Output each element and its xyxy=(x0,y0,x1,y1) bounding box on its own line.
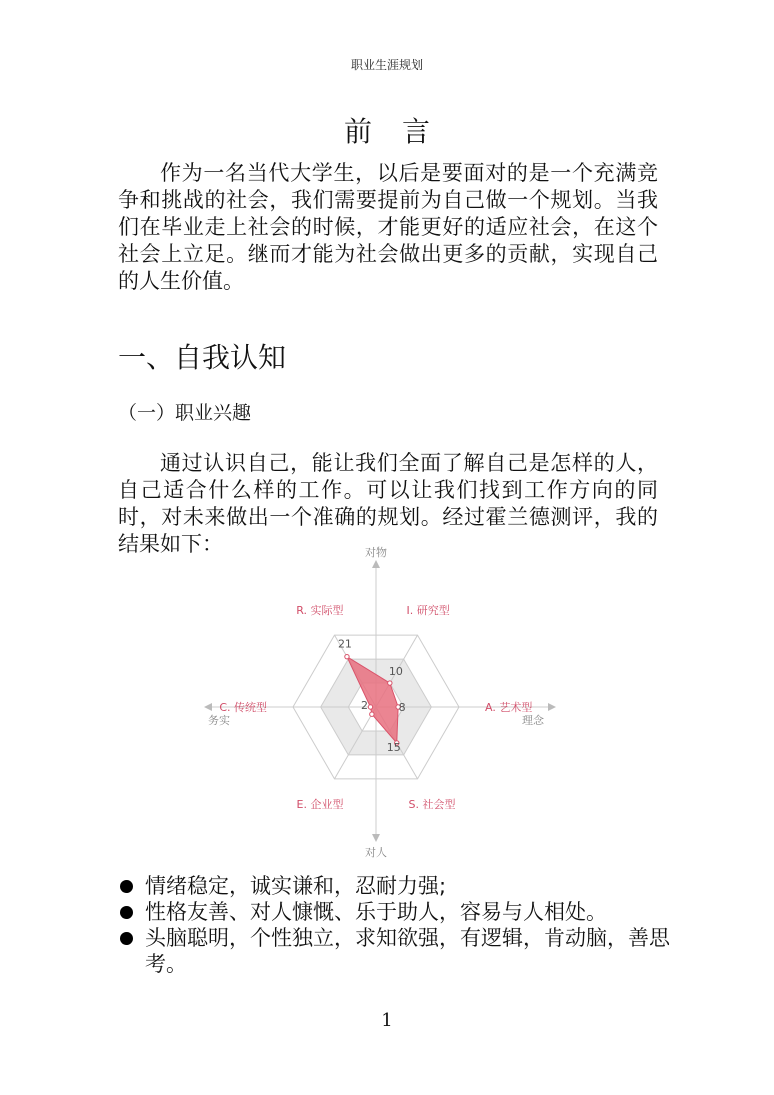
list-item-text: 情绪稳定，诚实谦和，忍耐力强; xyxy=(145,874,447,898)
radar-value-label: 15 xyxy=(386,740,401,754)
radar-category-label: E. 企业型 xyxy=(296,797,344,811)
axis-arrow-left xyxy=(204,703,212,711)
radar-category-label: A. 艺术型 xyxy=(485,701,533,714)
axis-arrow-up xyxy=(372,560,380,568)
list-item-text: 头脑聪明，个性独立，求知欲强，有逻辑，肯动脑，善思考。 xyxy=(145,926,670,976)
section-paragraph: 通过认识自己，能让我们全面了解自己是怎样的人，自己适合什么样的工作。可以让我们找到工作方向的同时，对未来做出一个准确的规划。经过霍兰德测评，我的结果如下： xyxy=(118,451,658,556)
holland-radar-chart xyxy=(204,540,564,860)
axis-arrow-down xyxy=(372,834,380,842)
page-number: 1 xyxy=(381,1010,393,1031)
radar-category-label: I. 研究型 xyxy=(406,604,450,618)
trait-list xyxy=(118,873,678,977)
page-header: 职业生涯规划 xyxy=(350,58,423,72)
list-item-text: 性格友善、对人慷慨、乐于助人，容易与人相处。 xyxy=(145,900,607,924)
list-item xyxy=(118,899,678,925)
radar-point xyxy=(388,681,392,685)
radar-category-label: C. 传统型 xyxy=(219,701,267,714)
radar-value-label: 2 xyxy=(360,699,368,712)
radar-category-label: R. 实际型 xyxy=(296,604,344,618)
list-item xyxy=(118,873,678,899)
radar-value-label: 10 xyxy=(388,665,403,679)
radar-point xyxy=(368,705,372,709)
axis-label-left: 务实 xyxy=(208,714,230,727)
page-title: 前言 xyxy=(343,115,460,148)
axis-label-bottom: 对人 xyxy=(365,846,387,859)
radar-category-label: S. 社会型 xyxy=(408,797,456,811)
bullet-icon xyxy=(120,906,133,919)
list-item xyxy=(118,925,678,977)
axis-label-right: 理念 xyxy=(522,714,544,727)
bullet-icon xyxy=(120,880,133,893)
radar-value-label: 8 xyxy=(398,701,406,714)
axis-arrow-right xyxy=(548,703,556,711)
bullet-icon xyxy=(120,932,133,945)
subsection-heading: （一）职业兴趣 xyxy=(118,402,252,424)
section-heading: 一、自我认知 xyxy=(118,341,287,374)
radar-point xyxy=(345,654,349,658)
radar-value-label: 21 xyxy=(337,637,352,651)
radar-point xyxy=(370,712,374,716)
axis-label-top: 对物 xyxy=(365,546,387,559)
intro-paragraph: 作为一名当代大学生，以后是要面对的是一个充满竞争和挑战的社会，我们需要提前为自己做一个规划。当我们在毕业走上社会的时候，才能更好的适应社会，在这个社会上立足。继而才能为社会做出更多的贡献，实现自己的人生价值。 xyxy=(118,161,658,293)
